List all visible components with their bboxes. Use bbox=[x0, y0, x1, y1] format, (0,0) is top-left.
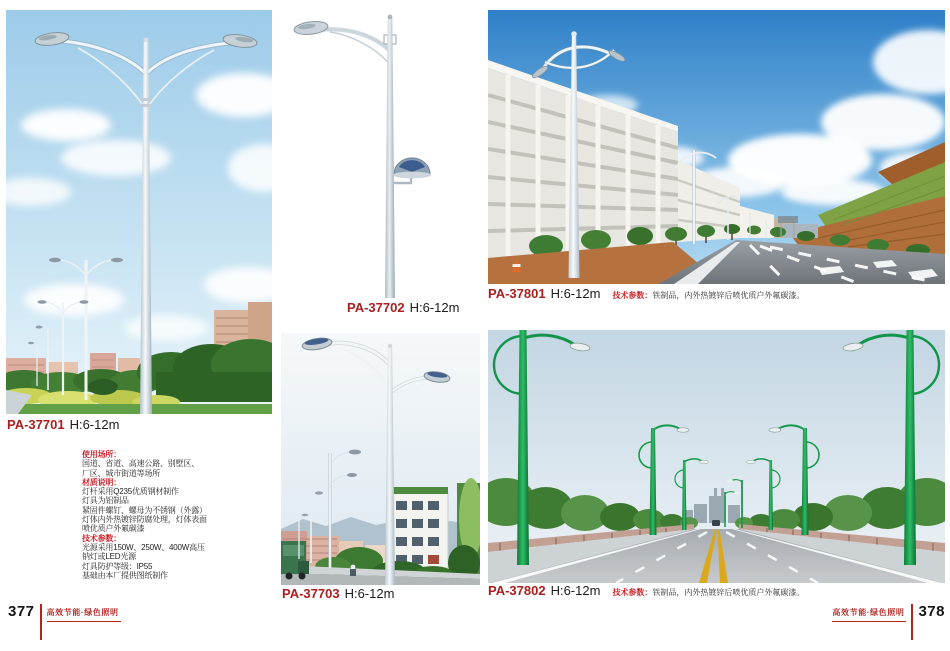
desc-section-title: 材质说明： bbox=[82, 477, 121, 487]
product-label-pa-37802 bbox=[488, 584, 804, 600]
product-description bbox=[82, 450, 207, 580]
page-number-left: 377 bbox=[8, 603, 35, 620]
product-photo-pa-37703 bbox=[281, 333, 480, 585]
product-code: PA-37703 bbox=[282, 586, 340, 601]
desc-line: 灯体内外热镀锌防腐处理，灯体表面 bbox=[82, 515, 207, 525]
footer-slogan: 高效节能·绿色照明 bbox=[47, 604, 121, 622]
desc-line: 钠灯或LED光源 bbox=[82, 552, 136, 562]
tech-params-label: 技术参数： bbox=[612, 291, 653, 300]
scooter-rider bbox=[350, 565, 356, 576]
product-code: PA-37702 bbox=[347, 300, 405, 315]
product-height: H:6-12m bbox=[69, 417, 120, 432]
tech-params-label: 技术参数： bbox=[612, 588, 653, 597]
page-number-right: 378 bbox=[918, 603, 945, 620]
truck bbox=[281, 541, 309, 580]
distant-car bbox=[712, 520, 720, 526]
product-photo-pa-37801 bbox=[488, 10, 945, 284]
product-photo-pa-37701 bbox=[6, 10, 272, 414]
product-code: PA-37802 bbox=[488, 583, 546, 598]
product-label-pa-37703 bbox=[282, 587, 394, 601]
product-label-pa-37801 bbox=[488, 287, 804, 303]
footer-left bbox=[8, 604, 121, 640]
product-label-pa-37701 bbox=[7, 418, 119, 432]
product-photo-pa-37702 bbox=[287, 5, 480, 298]
desc-line: 厂区、城市街道等场所 bbox=[82, 468, 160, 478]
product-height: H:6-12m bbox=[344, 586, 395, 601]
desc-line: 灯杆采用Q235优质钢材制作 bbox=[82, 487, 179, 497]
desc-line: 国道、省道、高速公路、别墅区、 bbox=[82, 459, 199, 469]
product-code: PA-37701 bbox=[7, 417, 65, 432]
desc-section-title: 使用场所： bbox=[82, 450, 121, 459]
tech-params-note: 铁制品，内外热镀锌后喷优质户外氟碳漆。 bbox=[652, 588, 805, 597]
desc-line: 紧固件螺钉、螺母为不锈钢（外露） bbox=[82, 505, 207, 515]
product-code: PA-37801 bbox=[488, 286, 546, 301]
desc-line: 灯具防护等级：IP55 bbox=[82, 561, 153, 571]
product-height: H:6-12m bbox=[409, 300, 460, 315]
tech-params-note: 铁制品，内外热镀锌后喷优质户外氟碳漆。 bbox=[652, 291, 805, 300]
product-height: H:6-12m bbox=[550, 583, 601, 598]
desc-line: 灯具为铝制品 bbox=[82, 496, 129, 506]
grass bbox=[6, 404, 272, 414]
desc-line: 光源采用150W、250W、400W高压 bbox=[82, 542, 205, 552]
desc-line: 喷优质户外氟碳漆 bbox=[82, 524, 145, 534]
footer-slogan: 高效节能·绿色照明 bbox=[832, 604, 906, 622]
product-label-pa-37702 bbox=[347, 301, 459, 315]
desc-line: 基础由本厂提供图纸制作 bbox=[82, 570, 168, 580]
desc-section-title: 技术参数： bbox=[82, 533, 121, 543]
footer-right bbox=[832, 604, 945, 640]
product-photo-pa-37802 bbox=[488, 330, 945, 583]
footer-divider bbox=[911, 604, 913, 640]
product-height: H:6-12m bbox=[550, 286, 601, 301]
white-background bbox=[287, 5, 480, 298]
footer-divider bbox=[40, 604, 42, 640]
